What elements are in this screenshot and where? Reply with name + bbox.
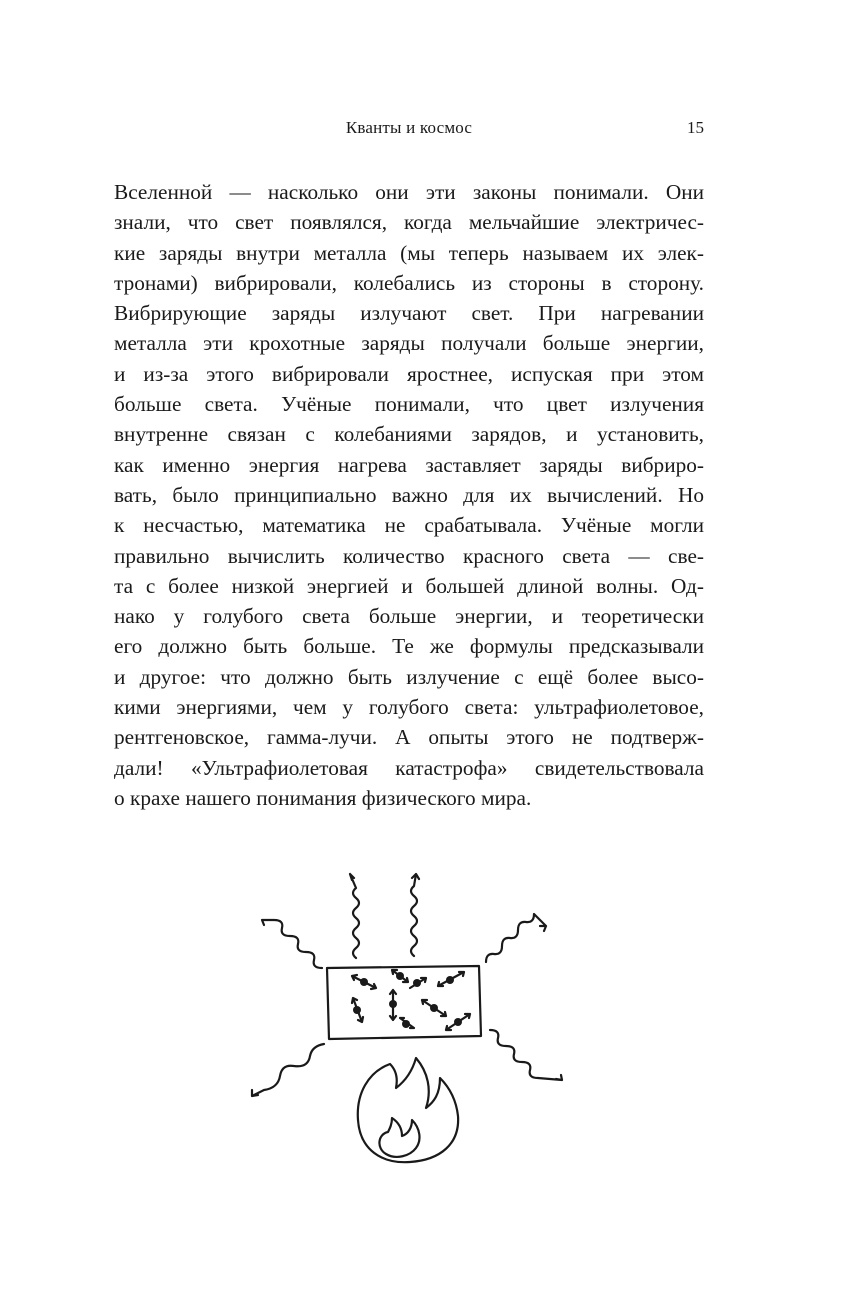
vibration-arrow	[352, 975, 376, 989]
vibration-arrow	[446, 1014, 470, 1030]
text-line: кими энергиями, чем у голубого света: ультрафиолетовое,	[114, 695, 704, 720]
vibration-arrow	[392, 970, 408, 982]
heated-metal-illustration	[240, 858, 580, 1178]
body-text	[114, 177, 704, 813]
text-line: Вселенной — насколько они эти законы понимали. Они	[114, 180, 704, 204]
flame-outer	[358, 1058, 458, 1162]
charge-group	[352, 970, 470, 1030]
text-line: знали, что свет появлялся, когда мельчайшие электричес-	[114, 210, 704, 235]
text-line: его должно быть больше. Те же формулы предсказывали	[114, 634, 704, 659]
text-line: Вибрирующие заряды излучают свет. При нагревании	[114, 301, 704, 326]
flame-inner	[379, 1118, 419, 1157]
text-line: как именно энергия нагрева заставляет заряды вибриро-	[114, 452, 704, 477]
text-line: металла эти крохотные заряды получали больше энергии,	[114, 331, 704, 356]
running-title: Кванты и космос	[345, 118, 473, 137]
text-line: та с более низкой энергией и большей длиной волны. Од-	[114, 573, 704, 598]
text-line: нако у голубого света больше энергии, и теоретически	[114, 604, 704, 629]
illustration-svg	[240, 858, 580, 1178]
text-line: больше света. Учёные понимали, что цвет излучения	[114, 392, 704, 417]
text-line: правильно вычислить количество красного света — све-	[114, 543, 704, 568]
text-line: дали! «Ультрафиолетовая катастрофа» свидетельствовала	[114, 755, 704, 780]
metal-block	[327, 966, 481, 1039]
page-header	[114, 118, 704, 148]
emission-wave-up-left	[350, 874, 359, 958]
emission-wave-down-left	[252, 1044, 324, 1096]
text-line: рентгеновское, гамма-лучи. А опыты этого не подтверж-	[114, 725, 704, 750]
emission-wave-up-right	[411, 874, 419, 956]
emission-wave-right	[486, 914, 546, 962]
emission-wave-down-right	[490, 1030, 562, 1080]
page-number: 15	[687, 118, 704, 137]
text-line: и из-за этого вибрировали яростнее, испуская при этом	[114, 361, 704, 386]
text-line: и другое: что должно быть излучение с ещё более высо-	[114, 664, 704, 689]
text-line: внутренне связан с колебаниями зарядов, и установить,	[114, 422, 704, 447]
emission-wave-left	[262, 920, 322, 968]
vibration-arrow	[438, 972, 464, 986]
text-line: кие заряды внутри металла (мы теперь называем их элек-	[114, 240, 704, 265]
text-line: к несчастью, математика не срабатывала. Учёные могли	[114, 513, 704, 538]
vibration-arrow	[422, 1000, 446, 1016]
text-line: вать, было принципиально важно для их вычислений. Но	[114, 482, 704, 507]
text-line: тронами) вибрировали, колебались из стороны в сторону.	[114, 270, 704, 295]
text-line: о крахе нашего понимания физического мира.	[114, 785, 532, 810]
